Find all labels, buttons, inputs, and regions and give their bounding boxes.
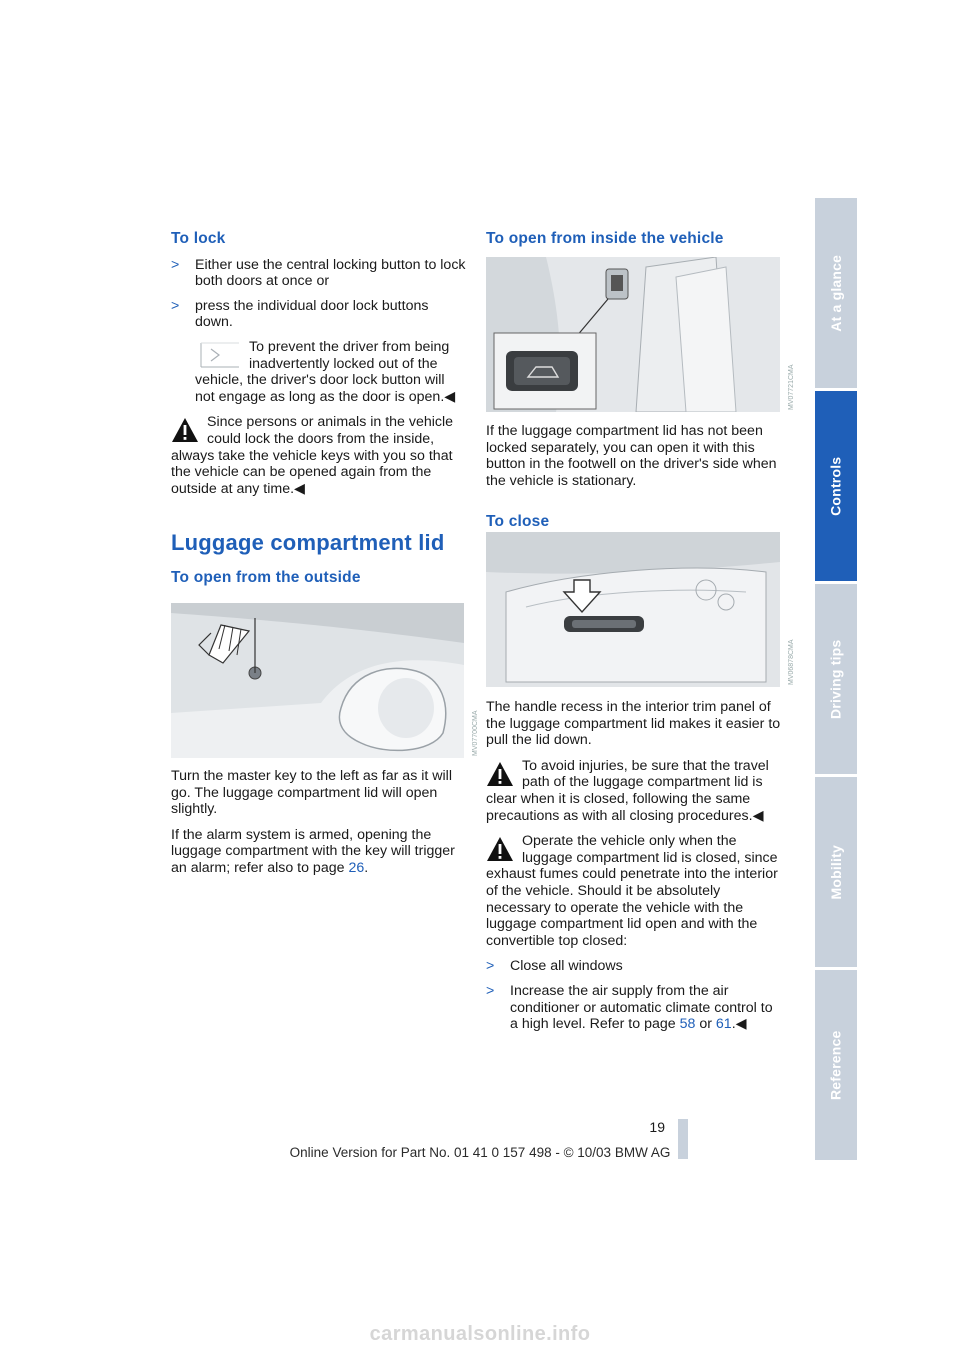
watermark: carmanualsonline.info xyxy=(369,1323,591,1345)
handle-recess-illustration xyxy=(486,532,780,687)
bullet-text-end: . xyxy=(731,1016,736,1033)
bullet-mark: > xyxy=(486,958,495,975)
heading-open-from-outside: To open from the outside xyxy=(171,568,361,586)
left-column xyxy=(171,231,467,587)
image-code: MV07700CMA xyxy=(472,710,479,756)
warning-block xyxy=(171,414,467,497)
bullet-text: Close all windows xyxy=(510,958,623,975)
paragraph-end: . xyxy=(364,859,369,876)
sidebar-tab-mobility[interactable] xyxy=(815,777,857,967)
sidebar-tab-reference[interactable] xyxy=(815,970,857,1160)
page-link-26[interactable]: 26 xyxy=(348,859,365,876)
right-column xyxy=(486,231,782,248)
note-icon xyxy=(195,341,241,369)
warning-block xyxy=(486,833,782,949)
list-item xyxy=(486,958,782,975)
image-footwell-button xyxy=(486,257,780,412)
sidebar-tab-label: Mobility xyxy=(827,844,844,900)
paragraph xyxy=(171,827,467,877)
warning-icon xyxy=(171,416,199,444)
footer-text: Online Version for Part No. 01 41 0 157 498 - © 10/03 BMW AG xyxy=(289,1145,671,1160)
end-mark: ◀ xyxy=(735,1016,747,1033)
list-item xyxy=(486,983,782,1033)
warning-text: Operate the vehicle only when the luggage compartment lid is closed, since exhaust fumes could penetrate into the interior of the vehicle. Should it be absolutely necessary to operate the vehicle with the luggage compartment lid open and with the convertible top closed: xyxy=(486,833,778,949)
bullet-mark: > xyxy=(486,982,495,999)
end-mark: ◀ xyxy=(294,480,305,497)
paragraph: The handle recess in the interior trim panel of the luggage compartment lid makes it easier to pull the lid down. xyxy=(486,699,781,749)
sidebar-tab-label: Reference xyxy=(827,1030,844,1100)
paragraph: Turn the master key to the left as far as it will go. The luggage compartment lid will open slightly. xyxy=(171,768,452,818)
image-code: MV07721CMA xyxy=(788,364,795,410)
page-link-58[interactable]: 58 xyxy=(679,1016,696,1033)
page-number: 19 xyxy=(649,1119,665,1135)
sidebar-tab-controls[interactable] xyxy=(815,391,857,581)
note-text: To prevent the driver from being inadvertently locked out of the vehicle, the driver's door lock button will not engage as long as the door is open. xyxy=(195,338,450,405)
warning-text: Since persons or animals in the vehicle could lock the doors from the inside, always take the vehicle keys with you so that the vehicle can be opened again from the outside at any time. xyxy=(171,414,454,497)
image-code: MV06878CMA xyxy=(788,639,795,685)
paragraph-text: If the alarm system is armed, opening the luggage compartment with the key will trigger an alarm; refer also to page xyxy=(171,826,455,876)
right-column-middle xyxy=(486,423,782,531)
bullet-text: press the individual door lock buttons down. xyxy=(195,297,429,331)
end-mark: ◀ xyxy=(444,388,456,405)
bullet-text: Either use the central locking button to lock both doors at once or xyxy=(195,256,466,290)
warning-block xyxy=(486,758,782,824)
warning-text: To avoid injuries, be sure that the travel path of the luggage compartment lid is clear when it is closed, following the same precautions as with all closing procedures. xyxy=(486,757,769,824)
left-column-lower xyxy=(171,768,467,886)
sidebar-tab-label: At a glance xyxy=(827,254,844,332)
bullet-text-mid: or xyxy=(699,1016,712,1033)
image-master-key-lock xyxy=(171,603,464,758)
end-mark: ◀ xyxy=(752,807,764,824)
trunk-lock-illustration xyxy=(171,603,464,758)
image-handle-recess xyxy=(486,532,780,687)
list-item xyxy=(171,257,467,290)
sidebar-tab-label: Driving tips xyxy=(827,639,844,719)
warning-icon xyxy=(486,760,514,788)
paragraph: If the luggage compartment lid has not been locked separately, you can open it with this button in the footwell on the driver's side when the vehicle is stationary. xyxy=(486,423,777,489)
note-block xyxy=(195,339,467,405)
warning-icon xyxy=(486,835,514,863)
sidebar-tab-driving-tips[interactable] xyxy=(815,584,857,774)
bullet-mark: > xyxy=(171,256,180,273)
heading-open-from-inside: To open from inside the vehicle xyxy=(486,230,724,247)
sidebar-tab-at-a-glance[interactable] xyxy=(815,198,857,388)
sidebar-tab-label: Controls xyxy=(827,456,844,516)
footwell-button-illustration xyxy=(486,257,780,412)
page-link-61[interactable]: 61 xyxy=(715,1016,732,1033)
heading-to-close: To close xyxy=(486,513,550,531)
heading-luggage-compartment-lid: Luggage compartment lid xyxy=(171,530,445,556)
heading-to-lock: To lock xyxy=(171,230,226,247)
right-column-lower xyxy=(486,699,782,1041)
bullet-text: Increase the air supply from the air conditioner or automatic climate control to a high level. Refer to page xyxy=(510,982,773,1033)
list-item xyxy=(171,298,467,331)
bullet-mark: > xyxy=(171,297,180,314)
